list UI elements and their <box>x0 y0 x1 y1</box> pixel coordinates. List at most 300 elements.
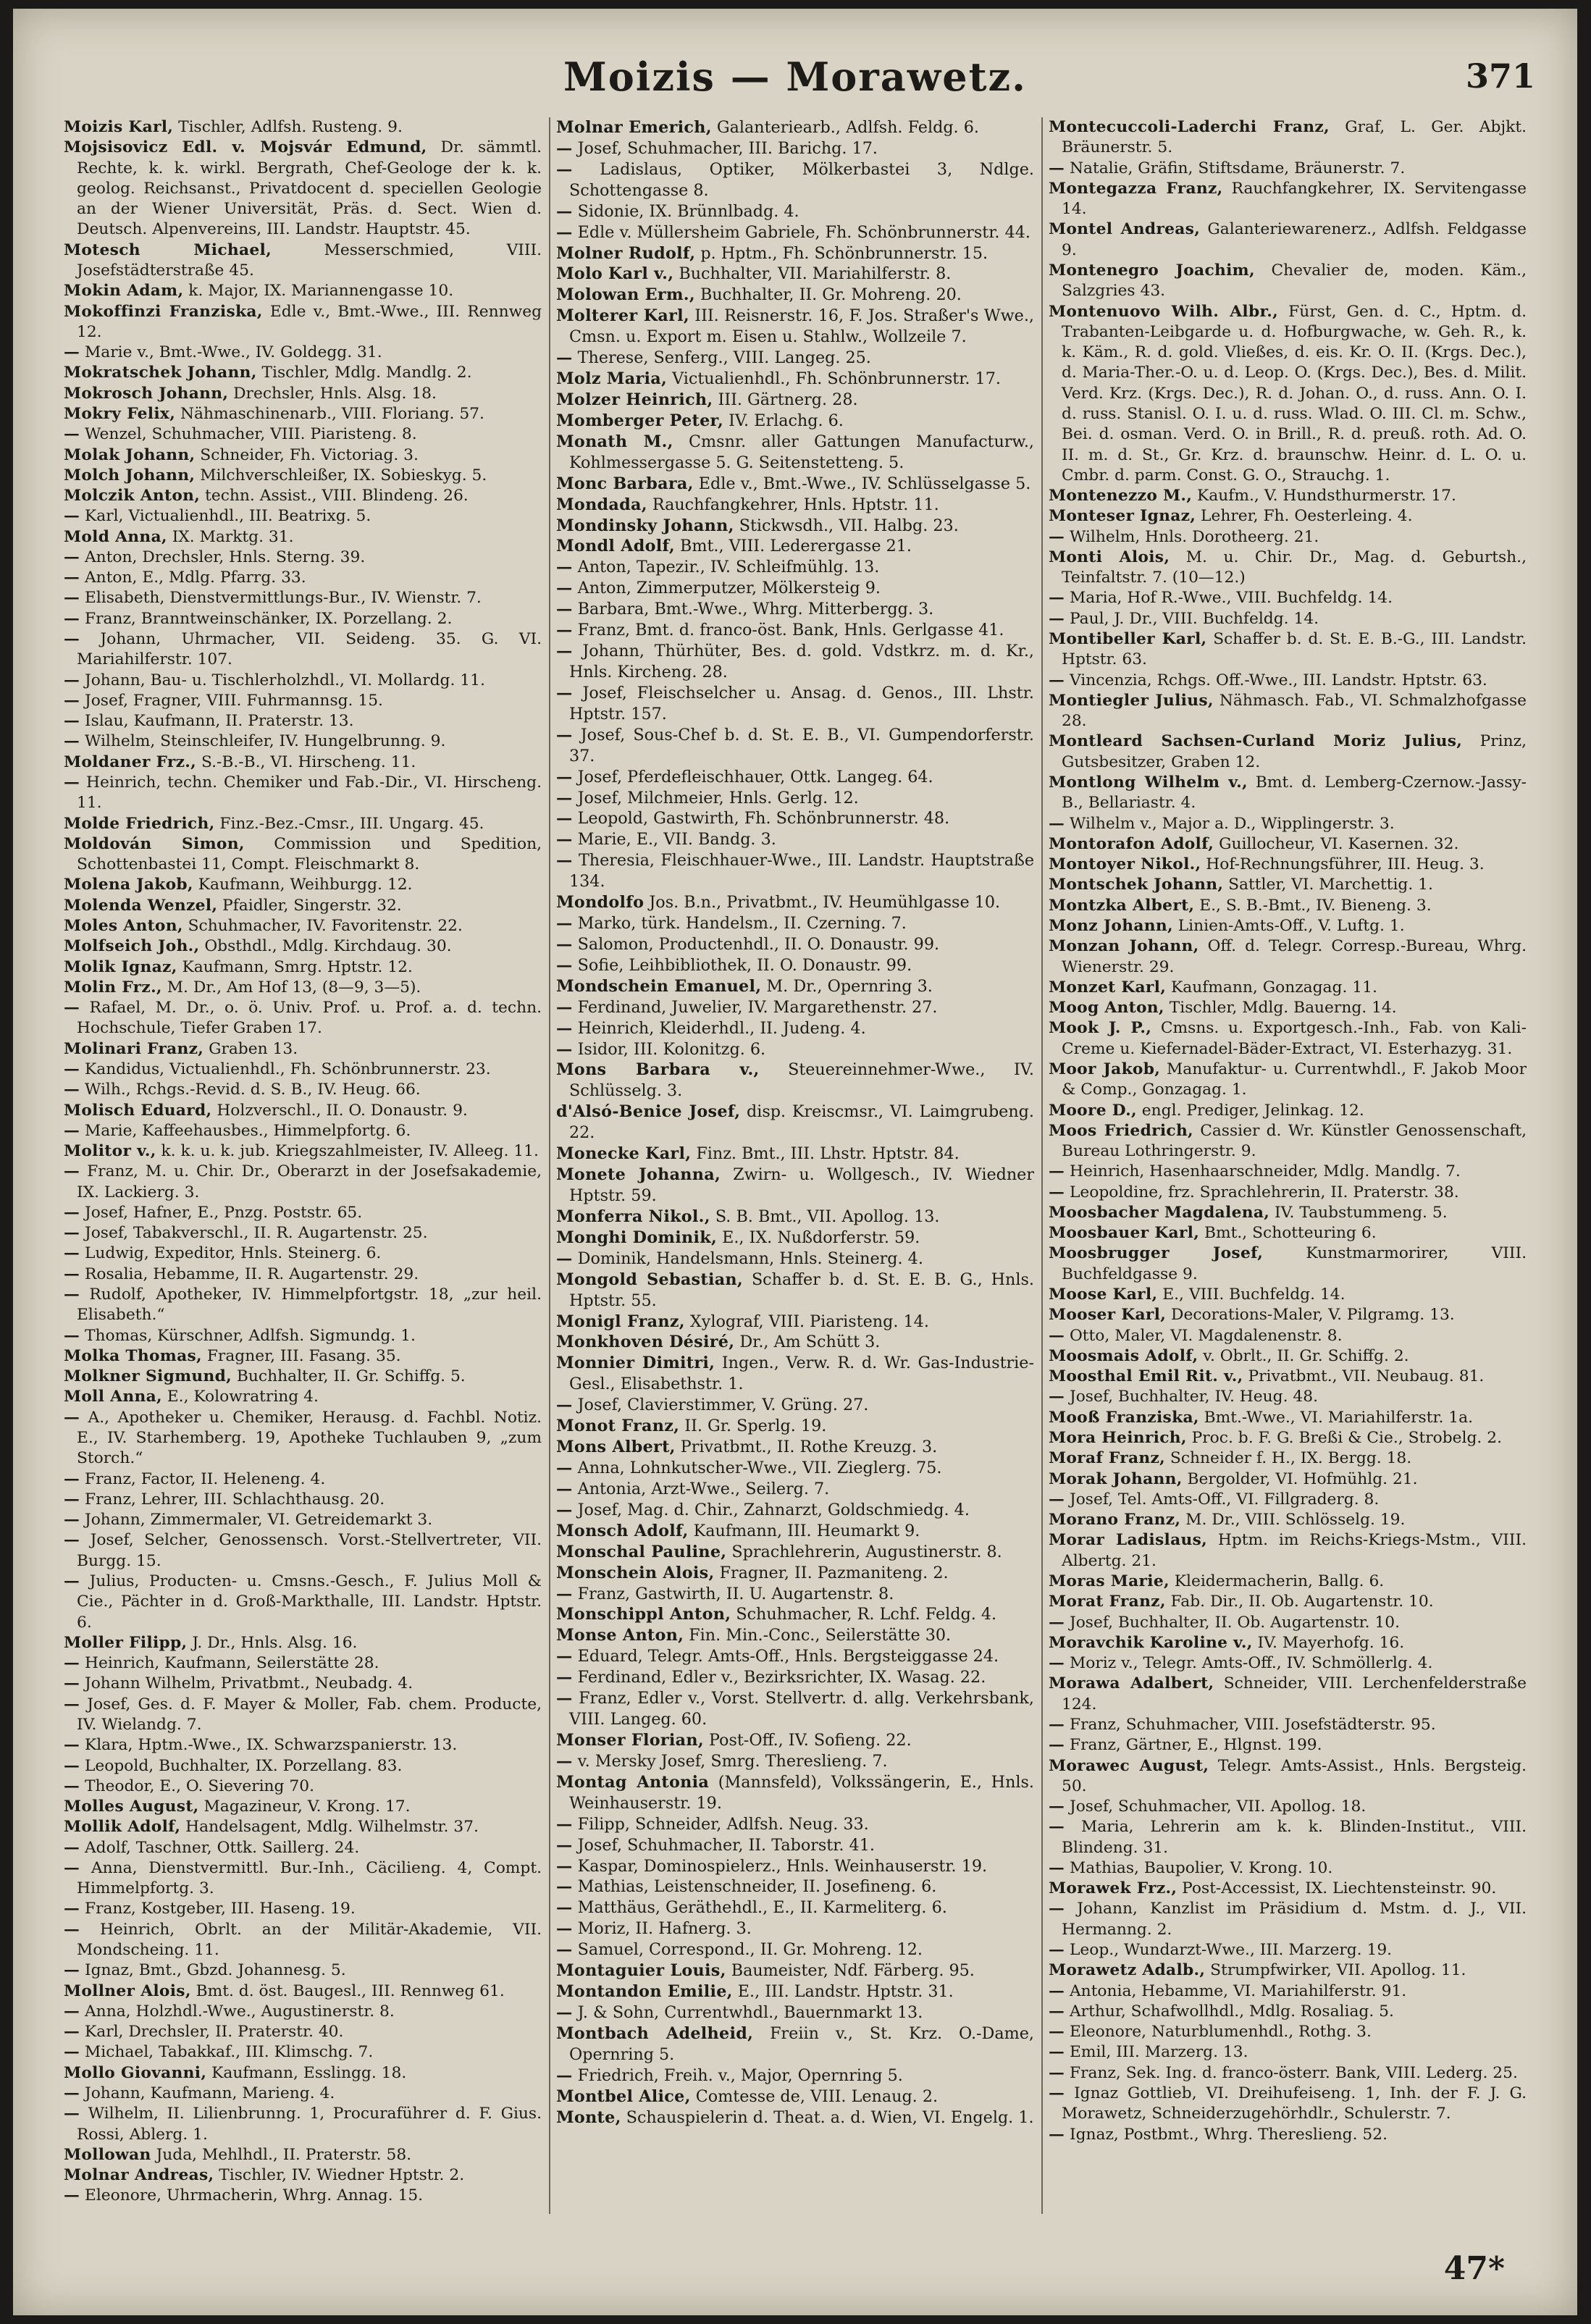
entry-details: Anton, E., Mdlg. Pfarrg. 33. <box>80 569 306 587</box>
entry-details: Zwirn- u. Wollgesch., IV. Wiedner Hptstr. 59. <box>569 1165 1034 1206</box>
entry-headword: — <box>556 1039 573 1059</box>
entry-headword: — <box>64 1121 80 1140</box>
entry-details: Kaufmann, Weihburgg. 12. <box>193 876 413 894</box>
directory-entry <box>556 1772 1034 1814</box>
entry-details: Finz.-Bez.-Cmsr., III. Ungarg. 45. <box>214 814 484 833</box>
entry-headword: — <box>64 1326 80 1345</box>
entry-details: Heinrich, techn. Chemiker und Fab.-Dir., VI. Hirscheng. 11. <box>77 773 542 813</box>
directory-entry <box>556 306 1034 348</box>
directory-entry <box>64 1960 542 1981</box>
entry-headword: — <box>64 1244 80 1263</box>
directory-entry <box>64 1817 542 1837</box>
entry-headword: — <box>556 1018 573 1038</box>
entry-details: Fürst, Gen. d. C., Hptm. d. Trabanten-Leibgarde u. d. Hofburgwache, w. Geh. R., k. k. Käm., R. d. gold. Vließes, d. eis. Kr. O. II. (Krgs. Dec.), d. Maria-Ther.-O. u. d. Leop. O. (Krgs. Dec.), Bes. d. Milit. Verd. Krz. (Krgs. Dec.), R. d. Johan. O., d. russ. Ann. O. I. d. russ. Stanisl. O. I. u. d. russ. Wlad. O. III. Cl. m. Schw., Bei. d. osman. Verd. O. in Brill., R. d. preuß. roth. Ad. O. II. m. d. St., Gr. Krz. d. braunschw. Heinr. d. L. O. u. Cmbr. d. parm. Const. G. O., Strauchg. 1. <box>1062 302 1527 484</box>
entry-details: Bmt. d. Lemberg-Czernow.-Jassy-B., Bellariastr. 4. <box>1062 773 1527 813</box>
entry-headword: Monschippl Anton, <box>556 1605 731 1624</box>
directory-entry <box>556 767 1034 788</box>
directory-entry <box>556 788 1034 809</box>
entry-details: v. Obrlt., II. Gr. Schiffg. 2. <box>1198 1346 1409 1365</box>
entry-headword: Mollowan <box>64 2145 151 2164</box>
entry-headword: — <box>556 1396 573 1415</box>
directory-entry <box>556 1542 1034 1563</box>
entry-headword: — <box>1049 1981 1065 2000</box>
entry-headword: — <box>556 997 573 1017</box>
entry-details: Eleonore, Naturblumenhdl., Rothg. 3. <box>1065 2023 1372 2042</box>
directory-entry <box>1049 1162 1527 1182</box>
directory-entry <box>64 1858 542 1900</box>
directory-entry <box>64 896 542 916</box>
entry-headword: Montenuovo Wilh. Albr., <box>1049 302 1279 321</box>
entry-headword: — <box>64 343 80 362</box>
entry-details: Wilhelm, Steinschleifer, IV. Hungelbrunng. 9. <box>80 732 446 751</box>
entry-details: Islau, Kaufmann, II. Praterstr. 13. <box>80 712 354 731</box>
entry-details: Franz, Gastwirth, II. U. Augartenstr. 8. <box>572 1584 894 1603</box>
directory-entry <box>556 222 1034 243</box>
entry-headword: — <box>64 1900 80 1918</box>
entry-details: E., III. Landstr. Hptstr. 31. <box>732 1982 954 2002</box>
directory-entry <box>556 2065 1034 2086</box>
entry-details: Paul, J. Dr., VIII. Buchfeldg. 14. <box>1065 609 1319 628</box>
entry-headword: — <box>556 1668 573 1687</box>
entry-details: M. Dr., Am Hof 13, (8—9, 3—5). <box>161 978 421 997</box>
entry-headword: Mojsisovicz Edl. v. Mojsvár Edmund, <box>64 138 427 157</box>
entry-details: E., IX. Nußdorferstr. 59. <box>717 1228 920 1247</box>
entry-details: Fragner, II. Pazmaniteng. 2. <box>714 1563 949 1582</box>
entry-details: Franz, Branntweinschänker, IX. Porzellang. 2. <box>80 609 453 628</box>
entry-details: Strumpfwirker, VII. Apollog. 11. <box>1205 1961 1466 1980</box>
entry-headword: — <box>556 348 573 368</box>
entry-details: Manufaktur- u. Currentwhdl., F. Jakob Moor & Comp., Gonzagag. 1. <box>1062 1060 1527 1099</box>
entry-headword: — <box>1049 589 1065 608</box>
directory-entry <box>1049 1121 1527 1162</box>
entry-headword: — <box>1049 1388 1065 1406</box>
entry-details: Heinrich, Hasenhaarschneider, Mdlg. Mandlg. 7. <box>1065 1162 1461 1181</box>
directory-entry <box>64 1367 542 1387</box>
directory-entry <box>1049 1428 1527 1448</box>
directory-entry <box>1049 1735 1527 1755</box>
directory-entry <box>1049 1653 1527 1674</box>
directory-entry <box>64 1162 542 1203</box>
directory-entry <box>64 691 542 711</box>
entry-headword: Mooß Franziska, <box>1049 1408 1199 1427</box>
entry-details: Johann, Bau- u. Tischlerholzhdl., VI. Mollardg. 11. <box>80 671 485 689</box>
directory-entry <box>556 495 1034 516</box>
entry-headword: Molo Karl v., <box>556 264 674 284</box>
entry-headword: Moosbrugger Josef, <box>1049 1244 1264 1263</box>
entry-headword: Motesch Michael, <box>64 240 272 259</box>
entry-details: Magazineur, V. Krong. 17. <box>198 1797 411 1816</box>
directory-entry <box>1049 1981 1527 2002</box>
directory-entry <box>64 1633 542 1653</box>
entry-details: Schneider, Fh. Victoriag. 3. <box>195 445 419 464</box>
column-rule <box>549 117 550 2214</box>
entry-details: Josef, Schuhmacher, VII. Apollog. 18. <box>1065 1797 1367 1816</box>
entry-headword: — <box>1049 814 1065 833</box>
entry-details: IX. Marktg. 31. <box>167 527 294 546</box>
entry-details: Kaufmann, Gonzagag. 11. <box>1166 978 1377 997</box>
entry-headword: — <box>556 1919 573 1939</box>
entry-details: Decorations-Maler, V. Pilgramg. 13. <box>1166 1306 1455 1325</box>
entry-headword: — <box>64 2186 80 2205</box>
entry-headword: — <box>64 1264 80 1283</box>
directory-entry <box>1049 2063 1527 2084</box>
entry-headword: — <box>64 2084 80 2102</box>
directory-entry <box>1049 1183 1527 1203</box>
directory-entry <box>556 1751 1034 1772</box>
entry-details: Wilhelm, II. Lilienbrunng. 1, Procuraführer d. F. Gius. Rossi, Ablerg. 1. <box>77 2105 542 2144</box>
entry-headword: — <box>1049 1715 1065 1734</box>
entry-headword: — <box>1049 1613 1065 1632</box>
entry-details: Dominik, Handelsmann, Hnls. Steinerg. 4. <box>572 1249 923 1268</box>
entry-headword: Monzan Johann, <box>1049 937 1199 956</box>
directory-entry <box>556 808 1034 829</box>
directory-entry <box>64 752 542 773</box>
entry-headword: — <box>1049 1818 1065 1837</box>
entry-headword: — <box>1049 609 1065 628</box>
entry-details: Off. d. Telegr. Corresp.-Bureau, Whrg. Wienerstr. 29. <box>1062 937 1527 976</box>
entry-headword: Moras Marie, <box>1049 1572 1170 1590</box>
entry-details: Telegr. Amts-Assist., Hnls. Bergsteig. 50. <box>1062 1756 1527 1795</box>
entry-details: Comtesse de, VIII. Lenaug. 2. <box>690 2086 939 2106</box>
entry-headword: — <box>556 1689 573 1708</box>
entry-headword: — <box>556 1835 573 1855</box>
directory-entry <box>64 1653 542 1674</box>
directory-column-1 <box>64 117 542 2214</box>
directory-entry <box>556 1312 1034 1333</box>
entry-headword: Mora Heinrich, <box>1049 1429 1187 1447</box>
entry-details: Anna, Dienstvermittl. Bur.-Inh., Cäcilieng. 4, Compt. Himmelpfortg. 3. <box>77 1858 542 1898</box>
entry-headword: Molowan Erm., <box>556 285 695 305</box>
directory-entry <box>1049 1530 1527 1572</box>
entry-details: Maria, Hof R.-Wwe., VIII. Buchfeldg. 14. <box>1065 589 1393 608</box>
entry-headword: Montibeller Karl, <box>1049 630 1207 649</box>
directory-entry <box>556 913 1034 934</box>
directory-entry <box>64 486 542 506</box>
directory-columns <box>64 117 1534 2214</box>
directory-entry <box>1049 1203 1527 1223</box>
entry-details: Victualienhdl., Fh. Schönbrunnerstr. 17. <box>667 369 1001 389</box>
entry-headword: — <box>64 1756 80 1775</box>
entry-details: Ferdinand, Juwelier, IV. Margarethenstr. 27. <box>572 997 938 1017</box>
directory-entry <box>556 725 1034 767</box>
entry-headword: — <box>556 1459 573 1477</box>
entry-details: Buchhalter, II. Gr. Schiffg. 5. <box>232 1367 466 1386</box>
entry-headword: Molak Johann, <box>64 445 196 464</box>
directory-entry <box>1049 1469 1527 1490</box>
directory-entry <box>64 957 542 978</box>
entry-headword: — <box>64 630 80 649</box>
entry-headword: — <box>64 609 80 628</box>
directory-entry <box>1049 1879 1527 1899</box>
directory-entry <box>1049 527 1527 548</box>
entry-headword: Molner Rudolf, <box>556 243 696 263</box>
entry-details: Hptm. im Reichs-Kriegs-Mstm., VIII. Albertg. 21. <box>1062 1531 1527 1570</box>
entry-details: Therese, Senferg., VIII. Langeg. 25. <box>572 348 871 368</box>
directory-page <box>13 9 1577 2315</box>
entry-headword: Molfseich Joh., <box>64 937 200 956</box>
entry-details: Ignaz, Postbmt., Whrg. Thereslieng. 52. <box>1065 2125 1388 2144</box>
directory-entry <box>556 2107 1034 2128</box>
entry-headword: — <box>556 725 573 744</box>
directory-entry <box>1049 1101 1527 1121</box>
entry-headword: Mokrosch Johann, <box>64 384 229 403</box>
directory-entry <box>556 1981 1034 2002</box>
entry-details: Xylograf, VIII. Piaristeng. 14. <box>684 1312 929 1331</box>
entry-details: Galanteriewarenerz., Adlfsh. Feldgasse 9. <box>1062 220 1527 259</box>
entry-headword: Moosthal Emil Rit. v., <box>1049 1367 1243 1386</box>
entry-headword: Monkhoven Désiré, <box>556 1333 735 1352</box>
entry-details: Leopold, Buchhalter, IX. Porzellang. 83. <box>80 1756 403 1775</box>
directory-entry <box>1049 1490 1527 1510</box>
directory-entry <box>64 875 542 895</box>
entry-headword: — <box>556 1584 573 1603</box>
directory-entry <box>1049 1817 1527 1858</box>
entry-headword: Montoyer Nikol., <box>1049 855 1201 874</box>
entry-headword: Montaguier Louis, <box>556 1961 726 1981</box>
entry-details: Fragner, III. Fasang. 35. <box>201 1346 401 1365</box>
directory-entry <box>1049 302 1527 487</box>
entry-headword: Montleard Sachsen-Curland Moriz Julius, <box>1049 732 1463 751</box>
entry-headword: Monsch Adolf, <box>556 1521 689 1540</box>
entry-details: Holzverschl., II. O. Donaustr. 9. <box>211 1101 468 1120</box>
entry-details: Kandidus, Victualienhdl., Fh. Schönbrunnerstr. 23. <box>80 1060 491 1078</box>
entry-headword: — <box>556 201 573 221</box>
entry-details: Franz, Kostgeber, III. Haseng. 19. <box>80 1900 356 1918</box>
directory-entry <box>64 568 542 588</box>
entry-details: Franz, Lehrer, III. Schlachthausg. 20. <box>80 1490 385 1509</box>
entry-details: Ignaz, Bmt., Gbzd. Johannesg. 5. <box>80 1961 346 1980</box>
directory-entry <box>1049 1674 1527 1715</box>
entry-details: Michael, Tabakkaf., III. Klimschg. 7. <box>80 2043 374 2062</box>
directory-entry <box>64 240 542 282</box>
entry-headword: — <box>1049 2002 1065 2021</box>
entry-details: Kaufmann, Smrg. Hptstr. 12. <box>177 957 413 976</box>
entry-details: (Mannsfeld), Volkssängerin, E., Hnls. Weinhauserstr. 19. <box>569 1772 1034 1813</box>
entry-details: Tischler, Mdlg. Mandlg. 2. <box>256 364 472 382</box>
entry-headword: Monschal Pauline, <box>556 1542 727 1561</box>
directory-entry <box>556 369 1034 390</box>
entry-details: Rauchfangkehrer, IX. Servitengasse 14. <box>1062 179 1527 219</box>
entry-details: Karl, Victualienhdl., III. Beatrixg. 5. <box>80 507 371 526</box>
entry-details: k. k. u. k. jub. Kriegszahlmeister, IV. Alleeg. 11. <box>156 1142 539 1161</box>
directory-entry <box>64 281 542 301</box>
entry-headword: — <box>1049 1900 1065 1918</box>
entry-details: Obsthdl., Mdlg. Kirchdaug. 30. <box>199 937 452 956</box>
entry-details: S.-B.-B., VI. Hirscheng. 11. <box>196 752 416 771</box>
directory-entry <box>556 1604 1034 1625</box>
directory-entry <box>556 159 1034 201</box>
directory-entry <box>556 285 1034 306</box>
entry-details: Julius, Producten- u. Cmsns.-Gesch., F. Julius Moll & Cie., Pächter in d. Groß-Markthalle, III. Landstr. Hptstr. 6. <box>77 1572 542 1632</box>
directory-entry <box>1049 671 1527 691</box>
entry-details: Rudolf, Apotheker, IV. Himmelpfortgstr. 18, „zur heil. Elisabeth.“ <box>77 1285 542 1325</box>
entry-details: Rafael, M. Dr., o. ö. Univ. Prof. u. Prof. a. d. techn. Hochschule, Tiefer Graben 17. <box>77 999 542 1038</box>
directory-entry <box>556 1814 1034 1835</box>
entry-details: Kaspar, Dominospielerz., Hnls. Weinhauserstr. 19. <box>572 1856 988 1876</box>
entry-details: Wenzel, Schuhmacher, VIII. Piaristeng. 8. <box>80 425 417 444</box>
entry-details: Buchhalter, II. Gr. Mohreng. 20. <box>694 285 962 305</box>
directory-entry <box>64 1920 542 1961</box>
entry-details: Josef, Mag. d. Chir., Zahnarzt, Goldschmiedg. 4. <box>572 1500 970 1519</box>
directory-entry <box>64 1141 542 1162</box>
entry-headword: — <box>64 712 80 731</box>
entry-details: Nähmasch. Fab., VI. Schmalzhofgasse 28. <box>1062 691 1527 731</box>
entry-details: Maria, Lehrerin am k. k. Blinden-Institut., VIII. Blindeng. 31. <box>1062 1818 1527 1857</box>
directory-entry <box>64 1530 542 1572</box>
entry-headword: Molenda Wenzel, <box>64 896 218 915</box>
entry-details: Rosalia, Hebamme, II. R. Augartenstr. 29. <box>80 1264 419 1283</box>
directory-entry <box>1049 1572 1527 1592</box>
entry-details: Nähmaschinenarb., VIII. Floriang. 57. <box>175 404 484 423</box>
directory-entry <box>556 1897 1034 1918</box>
entry-headword: Montag Antonia <box>556 1772 710 1792</box>
entry-headword: Moldaner Frz., <box>64 752 197 771</box>
directory-entry <box>556 1228 1034 1249</box>
directory-entry <box>64 1735 542 1755</box>
directory-entry <box>64 1490 542 1510</box>
entry-headword: Monschein Alois, <box>556 1563 715 1582</box>
entry-headword: Moos Friedrich, <box>1049 1121 1193 1140</box>
directory-entry <box>1049 834 1527 855</box>
entry-details: Fin. Min.-Conc., Seilerstätte 30. <box>684 1626 952 1645</box>
entry-details: Johann, Zimmermaler, VI. Getreidemarkt 3. <box>80 1511 433 1530</box>
directory-entry <box>556 1018 1034 1039</box>
entry-details: Ladislaus, Optiker, Mölkerbastei 3, Ndlge. Schottengasse 8. <box>569 159 1034 200</box>
entry-headword: Moog Anton, <box>1049 999 1164 1018</box>
entry-headword: — <box>1049 1183 1065 1201</box>
directory-entry <box>64 1776 542 1797</box>
entry-headword: — <box>556 222 573 242</box>
entry-headword: — <box>556 1479 573 1498</box>
directory-entry <box>556 997 1034 1018</box>
entry-headword: — <box>64 691 80 710</box>
entry-details: E., VIII. Buchfeldg. 14. <box>1157 1285 1346 1304</box>
entry-details: Isidor, III. Kolonitzg. 6. <box>572 1039 766 1059</box>
entry-headword: Monecke Karl, <box>556 1144 692 1164</box>
entry-headword: — <box>64 589 80 608</box>
entry-headword: Moll Anna, <box>64 1388 162 1406</box>
entry-details: Bergolder, VI. Hofmühlg. 21. <box>1182 1469 1418 1488</box>
entry-headword: Monzet Karl, <box>1049 978 1167 997</box>
entry-details: Theodor, E., O. Sievering 70. <box>80 1776 314 1795</box>
directory-entry <box>556 474 1034 495</box>
entry-headword: — <box>556 1647 573 1666</box>
entry-headword: Molinari Franz, <box>64 1039 204 1058</box>
directory-entry <box>1049 506 1527 527</box>
entry-headword: Morat Franz, <box>1049 1593 1166 1611</box>
directory-entry <box>1049 117 1527 159</box>
entry-headword: Montegazza Franz, <box>1049 179 1223 198</box>
entry-headword: — <box>1049 2084 1065 2102</box>
directory-entry <box>64 1674 542 1694</box>
entry-details: Anton, Zimmerputzer, Mölkersteig 9. <box>572 579 881 598</box>
directory-entry <box>64 466 542 486</box>
entry-headword: — <box>64 1408 80 1427</box>
directory-entry <box>556 1939 1034 1960</box>
entry-headword: Molz Maria, <box>556 369 667 389</box>
entry-details: v. Mersky Josef, Smrg. Thereslieng. 7. <box>572 1751 888 1771</box>
directory-entry <box>64 1264 542 1285</box>
entry-details: Graben 13. <box>203 1039 298 1058</box>
entry-details: Fab. Dir., II. Ob. Augartenstr. 10. <box>1165 1593 1434 1611</box>
entry-headword: — <box>556 851 573 871</box>
entry-headword: Montandon Emilie, <box>556 1982 733 2002</box>
entry-details: Josef, Buchhalter, II. Ob. Augartenstr. 10. <box>1065 1613 1401 1632</box>
entry-headword: Moosbacher Magdalena, <box>1049 1203 1270 1222</box>
entry-headword: Monz Johann, <box>1049 916 1173 935</box>
entry-headword: — <box>556 955 573 975</box>
directory-entry <box>1049 2022 1527 2042</box>
entry-headword: — <box>64 1081 80 1099</box>
entry-details: Josef, Pferdefleischhauer, Ottk. Langeg. 64. <box>572 767 933 786</box>
entry-details: Antonia, Hebamme, VI. Mariahilferstr. 91. <box>1065 1981 1407 2000</box>
entry-headword: Monte, <box>556 2107 621 2127</box>
entry-details: Josef, Tabakverschl., II. R. Augartenstr. 25. <box>80 1224 428 1243</box>
entry-headword: Mollo Giovanni, <box>64 2063 207 2082</box>
directory-entry <box>556 934 1034 955</box>
entry-details: Bmt. d. öst. Baugesl., III. Rennweg 61. <box>190 1981 505 2000</box>
directory-entry <box>1049 1285 1527 1305</box>
entry-headword: — <box>64 1285 80 1304</box>
directory-entry <box>1049 588 1527 608</box>
entry-details: M. Dr., VIII. Schlösselg. 19. <box>1180 1511 1406 1530</box>
entry-details: M. u. Chir. Dr., Mag. d. Geburtsh., Teinfaltstr. 7. (10—12.) <box>1062 548 1527 587</box>
entry-details: Schneider, VIII. Lerchenfelderstraße 124. <box>1062 1674 1527 1713</box>
entry-headword: Monteser Ignaz, <box>1049 507 1196 526</box>
entry-headword: Molde Friedrich, <box>64 814 215 833</box>
directory-entry <box>1049 1408 1527 1428</box>
entry-details: Bmt., Schotteuring 6. <box>1199 1224 1377 1243</box>
entry-details: Franz, Sek. Ing. d. franco-österr. Bank, VIII. Lederg. 25. <box>1065 2063 1518 2082</box>
entry-headword: — <box>64 2002 80 2021</box>
entry-details: Commission und Spedition, Schottenbastei 11, Compt. Fleischmarkt 8. <box>77 834 542 874</box>
entry-headword: — <box>64 671 80 689</box>
entry-headword: Mokratschek Johann, <box>64 364 257 382</box>
entry-details: Privatbmt., VII. Neubaug. 81. <box>1243 1367 1485 1386</box>
directory-entry <box>556 411 1034 432</box>
directory-entry <box>556 1730 1034 1751</box>
entry-headword: — <box>64 1162 80 1181</box>
entry-details: Antonia, Arzt-Wwe., Seilerg. 7. <box>572 1479 830 1498</box>
entry-details: disp. Kreiscmsr., VI. Laimgrubeng. 22. <box>569 1102 1034 1143</box>
entry-details: Matthäus, Geräthehdl., E., II. Karmeliterg. 6. <box>572 1898 947 1918</box>
entry-details: Leopold, Gastwirth, Fh. Schönbrunnerstr. 48. <box>572 809 950 828</box>
directory-entry <box>64 1387 542 1407</box>
directory-entry <box>556 1270 1034 1312</box>
entry-headword: — <box>556 830 573 850</box>
directory-entry <box>556 138 1034 159</box>
entry-headword: Montzka Albert, <box>1049 896 1195 915</box>
entry-details: J. & Sohn, Currentwhdl., Bauernmarkt 13. <box>572 2002 923 2022</box>
entry-details: Jos. B.n., Privatbmt., IV. Heumühlgasse 10. <box>644 893 1001 913</box>
entry-headword: — <box>64 1490 80 1509</box>
entry-details: III. Gärtnerg. 28. <box>713 390 858 409</box>
directory-entry <box>1049 1018 1527 1060</box>
entry-headword: Monse Anton, <box>556 1626 684 1645</box>
entry-headword: Molitor v., <box>64 1142 156 1161</box>
entry-headword: — <box>556 914 573 934</box>
entry-details: Dr. sämmtl. Rechte, k. k. wirkl. Bergrath, Chef-Geologe der k. k. geolog. Reichsanst., Privatdocent d. speciellen Geologie an der Wiener Universität, Präs. d. Sect. Wien d. Deutsch. Alpenvereins, III. Landstr. Hauptstr. 45. <box>77 138 542 239</box>
entry-details: Sprachlehrerin, Augustinerstr. 8. <box>726 1542 1002 1561</box>
directory-entry <box>556 264 1034 285</box>
directory-entry <box>64 1510 542 1530</box>
directory-entry <box>556 1165 1034 1207</box>
directory-entry <box>64 424 542 445</box>
entry-headword: — <box>556 1877 573 1897</box>
entry-details: Heinrich, Kleiderhdl., II. Judeng. 4. <box>572 1018 866 1038</box>
entry-details: Sidonie, IX. Brünnlbadg. 4. <box>572 201 799 221</box>
entry-details: Proc. b. F. G. Breßi & Cie., Strobelg. 2. <box>1186 1429 1503 1447</box>
